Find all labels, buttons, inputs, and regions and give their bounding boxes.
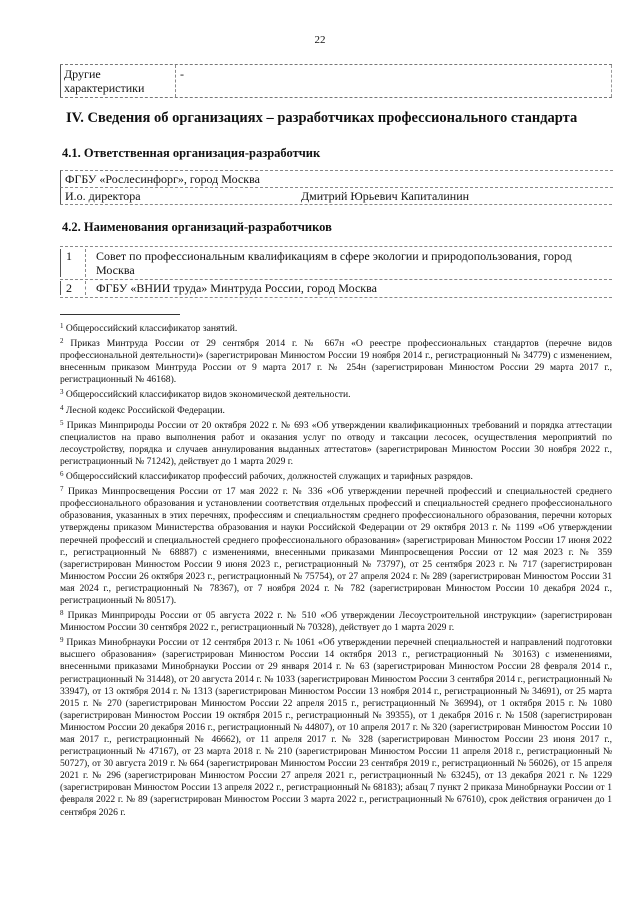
footnote xyxy=(60,483,612,607)
footnote-text: Общероссийский классификатор профессий рабочих, должностей служащих и тарифных разрядов. xyxy=(65,471,473,483)
table-border xyxy=(611,65,612,97)
footnote-text: Приказ Минпросвещения России от 17 мая 2022 г. № 336 «Об утверждении перечней профессий и специальностей среднего профессионального образования и установлении соответствия отдельных профессий и специальностей среднего профессионального образования, указанных в этих перечнях, профессиям и специальностям среднего профессионального образования, перечни которых утверждены приказом Министерства образования и науки Российской Федерации от 29 октября 2013 г. № 1199 «Об утверждении перечней профессий и специальностей среднего профессионального образования» (зарегистрирован Минюстом России 17 июня 2022 г., регистрационный № 68887) с изменениями, внесенными приказами Минпросвещения России от 12 мая 2023 г. № 359 (зарегистрирован Минюстом России 9 июня 2023 г., регистрационный № 73797), от 25 сентября 2023 г. № 717 (зарегистрирован Минюстом России 26 октября 2023 г., регистрационный № 75754), от 27 апреля 2024 г. № 289 (зарегистрирован Минюстом России 31 мая 2024 г., регистрационный № 78367), от 7 ноября 2024 г. № 782 (зарегистрирован Минюстом России 10 декабря 2024 г., регистрационный № 80517). xyxy=(60,486,612,606)
responsible-org-table xyxy=(60,170,612,206)
footnote-number: 9 xyxy=(60,636,64,645)
other-characteristics-table xyxy=(60,64,612,98)
table-border xyxy=(60,279,612,280)
footnotes xyxy=(60,320,612,819)
footnote-number: 6 xyxy=(60,470,64,479)
responsible-org-name: ФГБУ «Рослесинфорг», город Москва xyxy=(65,172,260,186)
footnote-number: 5 xyxy=(60,418,64,427)
footnote xyxy=(60,402,612,417)
developer-orgs-heading: 4.2. Наименования организаций-разработчиков xyxy=(62,220,332,234)
footnote xyxy=(60,335,612,386)
footnote-number: 8 xyxy=(60,609,64,618)
footnote-number: 2 xyxy=(60,337,64,346)
footnote xyxy=(60,417,612,468)
responsible-org-row xyxy=(60,170,613,187)
footnote-separator xyxy=(60,314,180,315)
org-number: 1 xyxy=(60,249,86,277)
section-title: IV. Сведения об организациях – разработчиках профессионального стандарта xyxy=(66,110,578,126)
footnote-text: Приказ Минобрнауки России от 12 сентября 2013 г. № 1061 «Об утверждении перечней специальностей и направлений подготовки высшего образования» (зарегистрирован Минюстом России 14 октября 2013 г., регистрационный № 30163) с изменениями, внесенными приказами Минобрнауки России от 29 января 2014 г. № 63 (зарегистрирован Минюстом России 28 февраля 2014 г., регистрационный № 31448), от 20 августа 2014 г. № 1033 (зарегистрирован Минюстом России 3 сентября 2014 г., регистрационный № 33947), от 13 октября 2014 г. № 1313 (зарегистрирован Минюстом России 13 ноября 2014 г., регистрационный № 34691), от 25 марта 2015 г. № 270 (зарегистрирован Минюстом России 22 апреля 2015 г., регистрационный № 36994), от 1 октября 2015 г. № 1080 (зарегистрирован Минюстом России 19 октября 2015 г., регистрационный № 39355), от 1 декабря 2016 г. № 1508 (зарегистрирован Минюстом России 20 декабря 2016 г., регистрационный № 44807), от 10 апреля 2017 г. № 320 (зарегистрирован Минюстом России 10 мая 2017 г., регистрационный № 46662), от 11 апреля 2017 г. № 328 (зарегистрирован Минюстом России 23 июня 2017 г., регистрационный № 47167), от 23 марта 2018 г. № 210 (зарегистрирован Минюстом России 11 апреля 2018 г., регистрационный № 50727), от 30 августа 2019 г. № 664 (зарегистрирован Минюстом России 23 сентября 2019 г., регистрационный № 56026), от 15 апреля 2021 г. № 296 (зарегистрирован Минюстом России 27 апреля 2021 г., регистрационный № 63245), от 13 декабря 2021 г. № 1229 (зарегистрирован Минюстом России 13 апреля 2022 г., регистрационный № 68183); абзац 7 пункт 2 приказа Минобрнауки России от 1 февраля 2022 г. № 89 (зарегистрирован Минюстом России 3 марта 2022 г., регистрационный № 67610), срок действия ограничен до 1 сентября 2026 г. xyxy=(60,637,612,818)
org-name: ФГБУ «ВНИИ труда» Минтруда России, город Москва xyxy=(96,281,377,295)
footnote xyxy=(60,468,612,483)
footnote xyxy=(60,386,612,401)
responsible-org-heading: 4.1. Ответственная организация-разработчик xyxy=(62,146,321,160)
footnote-text: Общероссийский классификатор видов экономической деятельности. xyxy=(65,389,351,401)
responsible-org-person: Дмитрий Юрьевич Капиталинин xyxy=(301,189,470,203)
footnote-text: Приказ Минприроды России от 05 августа 2022 г. № 510 «Об утверждении Лесоустроительной инструкции» (зарегистрирован Минюстом России 30 сентября 2022 г., регистрационный № 70328), действует до 1 марта 2029 г. xyxy=(60,610,612,634)
footnote-text: Приказ Минтруда России от 29 сентября 2014 г. № 667н «О реестре профессиональных стандартов (перечне видов профессиональной деятельности)» (зарегистрирован Минюстом России 19 ноября 2014 г., регистрационный № 34779) с изменением, внесенным приказом Минтруда России от 9 марта 2017 г. № 254н (зарегистрирован Минюстом России 29 марта 2017 г., регистрационный № 46168). xyxy=(60,338,612,386)
org-name: Совет по профессиональным квалификациям в сфере экологии и природопользования, город Москва xyxy=(96,249,572,277)
footnote-text: Общероссийский классификатор занятий. xyxy=(65,323,238,334)
footnote-number: 1 xyxy=(60,322,64,330)
table-border xyxy=(60,204,612,205)
other-characteristics-value: - xyxy=(180,67,184,81)
org-number: 2 xyxy=(60,281,86,295)
responsible-org-position: И.о. директора xyxy=(65,189,141,203)
footnote-text: Приказ Минприроды России от 20 октября 2022 г. № 693 «Об утверждении квалификационных требований и порядка аттестации специалистов на право выполнения работ и оказания услуг по отводу и таксации лесосек, осуществления мероприятий по лесоустройству, порядка и случаев аннулирования выданных аттестатов» (зарегистрирован Минюстом России 30 ноября 2022 г., регистрационный № 71242), действует до 1 марта 2029 г. xyxy=(60,419,612,467)
footnote-number: 7 xyxy=(60,485,64,494)
footnote-text: Лесной кодекс Российской Федерации. xyxy=(65,404,225,416)
footnote-number: 3 xyxy=(60,388,64,397)
footnote-number: 4 xyxy=(60,403,64,412)
developer-orgs-table xyxy=(60,246,612,298)
responsible-org-signatory-row xyxy=(60,187,613,204)
footnote xyxy=(60,634,612,818)
other-characteristics-label: Другие характеристики xyxy=(60,65,176,97)
footnote xyxy=(60,607,612,634)
footnote xyxy=(60,320,612,335)
page-number: 22 xyxy=(314,34,326,46)
